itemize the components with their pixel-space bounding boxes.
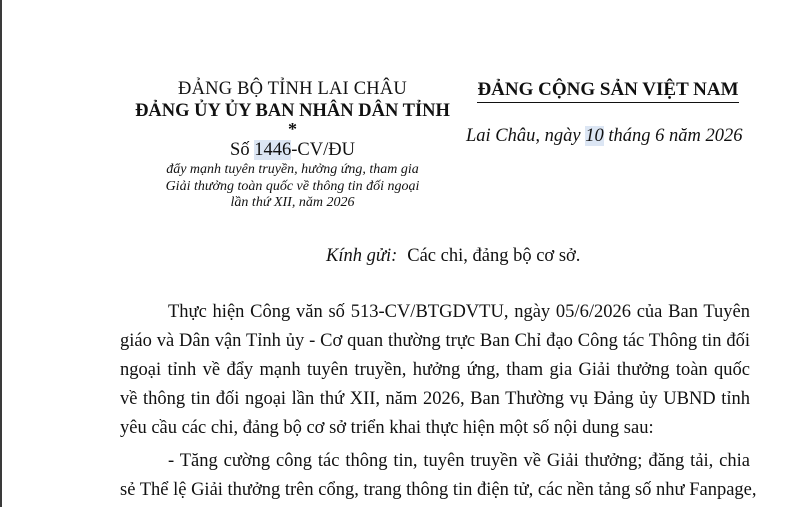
subject-line-3: lần thứ XII, năm 2026 bbox=[230, 195, 355, 210]
recipient-line bbox=[326, 244, 580, 268]
date-day: 10 bbox=[585, 126, 604, 146]
body-line: - Tăng cường công tác thông tin, tuyên truyền về Giải thưởng; đăng tải, chia bbox=[168, 451, 750, 471]
document-number bbox=[100, 138, 485, 162]
body-line: yêu cầu các chi, đảng bộ cơ sở triển khai thực hiện một số nội dung sau: bbox=[120, 418, 654, 438]
party-name: ĐẢNG CỘNG SẢN VIỆT NAM bbox=[477, 78, 738, 103]
paragraph-1 bbox=[120, 298, 750, 443]
document-body bbox=[120, 298, 757, 505]
recipient-label: Kính gửi: bbox=[326, 246, 398, 266]
document-number-value: 1446 bbox=[254, 140, 292, 160]
date-prefix: Lai Châu, ngày bbox=[466, 126, 586, 146]
separator-star: * bbox=[288, 119, 297, 139]
subject-line-1: đẩy mạnh tuyên truyền, hưởng ứng, tham gia bbox=[166, 162, 419, 177]
paragraph-2 bbox=[120, 447, 757, 505]
date-suffix: tháng 6 năm 2026 bbox=[603, 126, 743, 146]
document-number-prefix: Số bbox=[230, 140, 255, 160]
body-line: giáo và Dân vận Tỉnh ủy - Cơ quan thường trực Ban Chỉ đạo Công tác Thông tin đối bbox=[120, 331, 750, 351]
place-and-date bbox=[466, 124, 742, 148]
parent-organization: ĐẢNG BỘ TỈNH LAI CHÂU bbox=[178, 79, 407, 99]
recipient-value: Các chi, đảng bộ cơ sở. bbox=[407, 246, 581, 266]
body-line: ngoại tỉnh về đẩy mạnh tuyên truyền, hưởng ứng, tham gia Giải thưởng toàn quốc bbox=[120, 360, 750, 380]
body-line: Thực hiện Công văn số 513-CV/BTGDVTU, ngày 05/6/2026 của Ban Tuyên bbox=[168, 302, 750, 322]
national-header-block bbox=[458, 78, 758, 103]
page-left-border bbox=[0, 0, 2, 507]
body-line: sẻ Thể lệ Giải thưởng trên cổng, trang thông tin điện tử, các nền tảng số như Fanpage, bbox=[120, 480, 757, 500]
body-line: về thông tin đối ngoại lần thứ XII, năm 2026, Ban Thường vụ Đảng ủy UBND tỉnh bbox=[120, 389, 750, 409]
document-number-suffix: -CV/ĐU bbox=[291, 140, 355, 160]
issuing-organization: ĐẢNG ỦY ỦY BAN NHÂN DÂN TỈNH bbox=[135, 101, 450, 121]
issuer-block bbox=[100, 78, 485, 212]
subject-line-2: Giải thưởng toàn quốc về thông tin đối ngoại bbox=[165, 178, 420, 194]
